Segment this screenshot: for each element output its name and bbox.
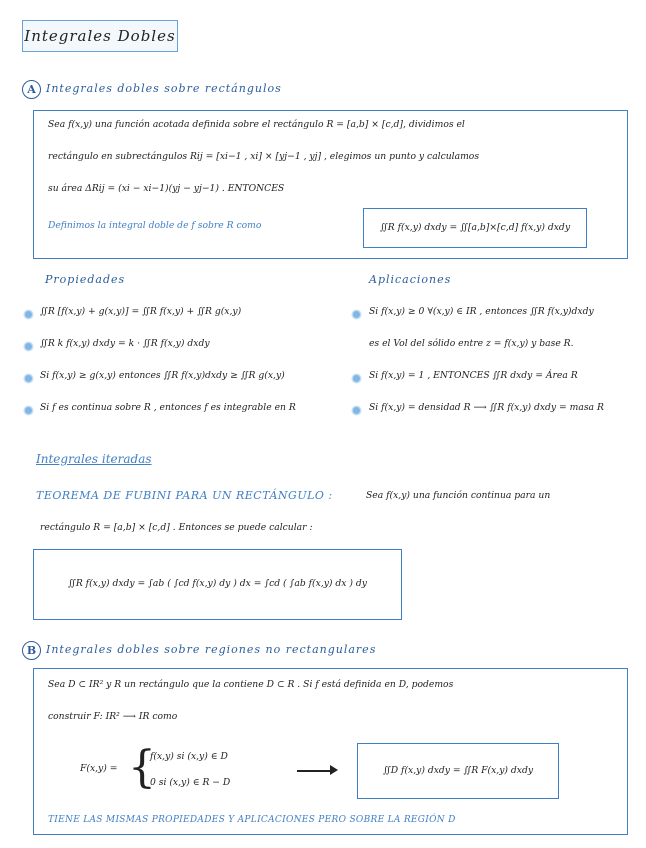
section-b-marker: B xyxy=(22,641,41,660)
F-label: F(x,y) = xyxy=(80,763,118,774)
region-line-2: construir F: IR² ⟶ IR como xyxy=(48,711,178,722)
definition-intro: Definimos la integral doble de f sobre R como xyxy=(48,220,262,231)
bullet xyxy=(353,407,360,414)
arrow-right-icon xyxy=(297,770,333,772)
region-footer: TIENE LAS MISMAS PROPIEDADES Y APLICACIONES PERO SOBRE LA REGIÓN D xyxy=(48,815,456,825)
application-item-3: Si f(x,y) = densidad R ⟶ ∬R f(x,y) dxdy = masa R xyxy=(369,402,604,413)
definition-line-1: Sea f(x,y) una función acotada definida sobre el rectángulo R = [a,b] × [c,d], dividimos el xyxy=(48,119,465,130)
arrow-head-icon xyxy=(330,765,338,775)
bullet xyxy=(353,311,360,318)
property-item-1: ∬R [f(x,y) + g(x,y)] = ∬R f(x,y) + ∬R g(x,y) xyxy=(40,306,242,317)
fubini-title: TEOREMA DE FUBINI PARA UN RECTÁNGULO : xyxy=(36,489,333,502)
application-item-1-cont: es el Vol del sólido entre z = f(x,y) y base R. xyxy=(369,338,574,349)
bullet xyxy=(25,375,32,382)
bullet xyxy=(353,375,360,382)
property-item-2: ∬R k f(x,y) dxdy = k · ∬R f(x,y) dxdy xyxy=(40,338,210,349)
property-item-3: Si f(x,y) ≥ g(x,y) entonces ∬R f(x,y)dxdy ≥ ∬R g(x,y) xyxy=(40,370,285,381)
fubini-formula-box xyxy=(33,549,402,620)
region-result-formula: ∬D f(x,y) dxdy = ∬R F(x,y) dxdy xyxy=(382,764,534,776)
iterated-heading: Integrales iteradas xyxy=(36,452,152,466)
case-2: 0 si (x,y) ∈ R − D xyxy=(150,777,231,788)
section-b-heading: Integrales dobles sobre regiones no rectangulares xyxy=(46,643,377,656)
application-item-1: Si f(x,y) ≥ 0 ∀(x,y) ∈ IR , entonces ∬R f(x,y)dxdy xyxy=(369,306,594,317)
definition-formula-box xyxy=(363,208,587,248)
property-item-4: Si f es continua sobre R , entonces f es integrable en R xyxy=(40,402,296,413)
section-a-marker: A xyxy=(22,80,41,99)
definition-formula: ∬R f(x,y) dxdy = ∬[a,b]×[c,d] f(x,y) dxdy xyxy=(379,221,571,233)
definition-line-2: rectángulo en subrectángulos Rij = [xi−1 , xi] × [yj−1 , yj] , elegimos un punto y calculamos xyxy=(48,151,480,162)
properties-heading: Propiedades xyxy=(45,273,126,286)
brace-icon: { xyxy=(128,742,156,793)
application-item-2: Si f(x,y) = 1 , ENTONCES ∬R dxdy = Área R xyxy=(369,370,578,381)
bullet xyxy=(25,343,32,350)
page-title: Integrales Dobles xyxy=(22,20,178,52)
case-1: f(x,y) si (x,y) ∈ D xyxy=(150,751,228,762)
fubini-formula: ∬R f(x,y) dxdy = ∫ab ( ∫cd f(x,y) dy ) dx = ∫cd ( ∫ab f(x,y) dx ) dy xyxy=(68,578,367,590)
section-a-heading: Integrales dobles sobre rectángulos xyxy=(46,82,282,95)
applications-heading: Aplicaciones xyxy=(369,273,452,286)
fubini-text-1: Sea f(x,y) una función continua para un xyxy=(366,490,551,501)
definition-line-3: su área ΔRij = (xi − xi−1)(yj − yj−1) . ENTONCES xyxy=(48,183,285,194)
region-result-box xyxy=(357,743,559,799)
bullet xyxy=(25,311,32,318)
fubini-text-2: rectángulo R = [a,b] × [c,d] . Entonces se puede calcular : xyxy=(40,522,313,533)
region-line-1: Sea D ⊂ IR² y R un rectángulo que la contiene D ⊂ R . Si f está definida en D, podemos xyxy=(48,679,454,690)
bullet xyxy=(25,407,32,414)
